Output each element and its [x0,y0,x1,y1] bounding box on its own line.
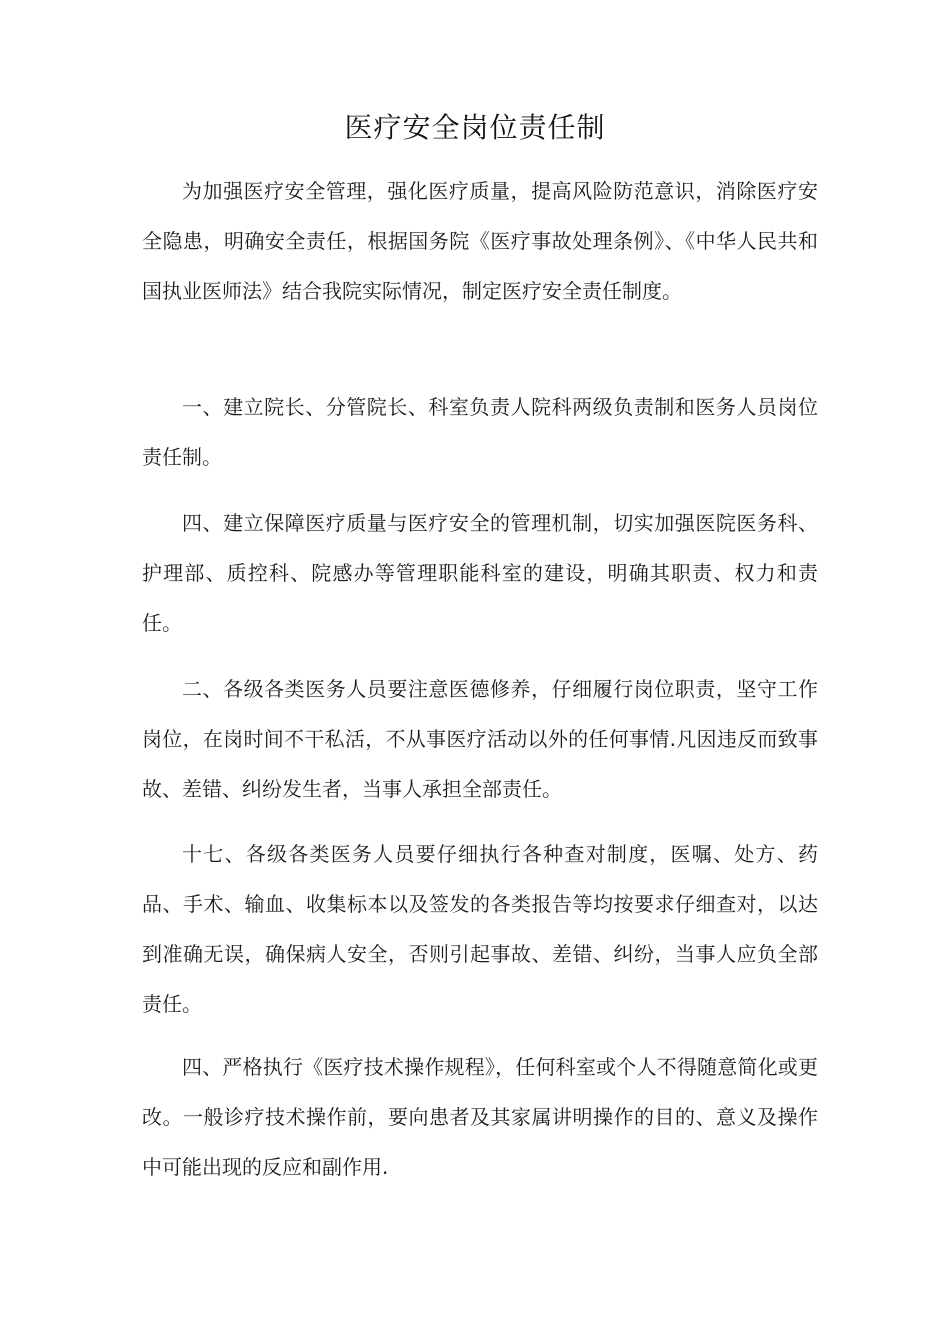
paragraph-management-mechanism: 四、建立保障医疗质量与医疗安全的管理机制，切实加强医院医务科、护理部、质控科、院感办等管理职能科室的建设，明确其职责、权力和责任。 [142,511,818,635]
paragraph-intro: 为加强医疗安全管理，强化医疗质量，提高风险防范意识，消除医疗安全隐患，明确安全责任，根据国务院《医疗事故处理条例》、《中华人民共和国执业医师法》结合我院实际情况，制定医疗安全责任制度。 [142,179,818,303]
paragraph-technical-procedures: 四、严格执行《医疗技术操作规程》，任何科室或个人不得随意简化或更改。一般诊疗技术操作前，要向患者及其家属讲明操作的目的、意义及操作中可能出现的反应和副作用. [142,1055,818,1179]
paragraph-responsibility-system: 一、建立院长、分管院长、科室负责人院科两级负责制和医务人员岗位责任制。 [142,395,818,469]
paragraph-verification-system: 十七、各级各类医务人员要仔细执行各种查对制度，医嘱、处方、药品、手术、输血、收集标本以及签发的各类报告等均按要求仔细查对，以达到准确无误，确保病人安全，否则引起事故、差错、纠纷，当事人应负全部责任。 [142,842,818,1016]
document-title: 医疗安全岗位责任制 [344,111,606,144]
paragraph-ethics-duties: 二、各级各类医务人员要注意医德修养，仔细履行岗位职责，坚守工作岗位，在岗时间不干私活，不从事医疗活动以外的任何事情.凡因违反而致事故、差错、纠纷发生者，当事人承担全部责任。 [142,677,818,801]
